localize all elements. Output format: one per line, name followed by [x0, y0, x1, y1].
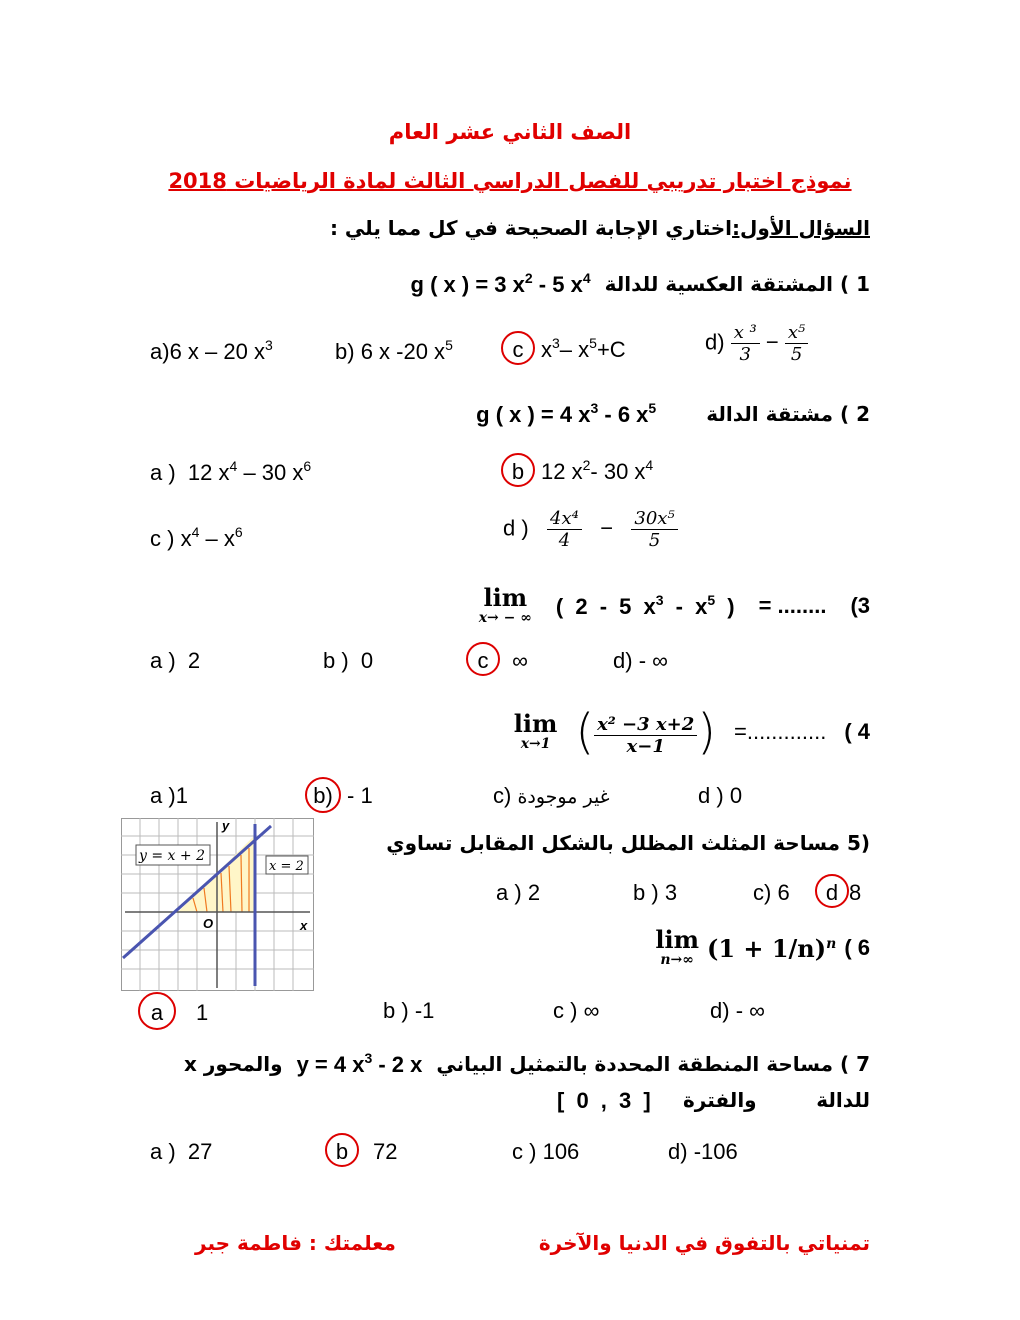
- q4-num_expr: x² −3 x+2: [594, 714, 697, 736]
- q4-option-a[interactable]: [150, 783, 188, 809]
- q2-b-t2: - 30 x: [590, 459, 646, 484]
- q4-options-3-label: d ): [698, 783, 724, 808]
- q2-a-e2: 6: [303, 458, 312, 474]
- q6-expr: (1 + 1/n): [706, 933, 827, 963]
- q2-option-c[interactable]: [150, 524, 243, 552]
- q1-c-e2: 5: [589, 335, 597, 351]
- q3-option-b[interactable]: [323, 648, 373, 674]
- q2-heading: [476, 400, 870, 428]
- q1-a-e: 3: [264, 337, 273, 353]
- q4-options-3-t: 0: [729, 783, 743, 808]
- q2-a-e1: 4: [229, 458, 238, 474]
- q2-b-e2: 4: [645, 457, 654, 473]
- q4-fraction: ( $\frac{\text{x² −3 x+2}}{x-1}$ ): [575, 704, 716, 760]
- q7-options-3-t: -106: [693, 1139, 738, 1164]
- q1-b-t: 6 x -20 x: [360, 339, 446, 364]
- text-fragment: [547, 508, 582, 551]
- q1-c-t3: +C: [596, 337, 626, 362]
- q3-limit: [478, 583, 532, 626]
- text-fragment: [785, 322, 808, 365]
- q6-exp: n: [826, 935, 837, 952]
- q6-options-3-t: - ∞: [735, 998, 765, 1023]
- q7-interval-label: والفترة: [683, 1088, 757, 1112]
- q3-equals: = ........: [758, 593, 827, 618]
- q3-expression: [556, 592, 735, 620]
- q6-lim: lim: [655, 925, 699, 954]
- q4-options-2-t: غير موجودة: [517, 786, 610, 808]
- exam-title: نموذج اختبار تدريبي للفصل الدراسي الثالث لمادة الرياضيات 2018: [168, 169, 852, 193]
- q6-options-1-t: -1: [414, 998, 435, 1023]
- q2-d-n2: 30x⁵: [631, 508, 677, 530]
- q4-number: ( 4: [844, 719, 870, 744]
- text-fragment: [631, 508, 677, 551]
- q7-option-d[interactable]: [668, 1139, 738, 1165]
- q1-option-d[interactable]: [705, 322, 808, 365]
- grade-title: الصف الثاني عشر العام: [388, 120, 632, 144]
- q6-options-1-label: b ): [383, 998, 409, 1023]
- q3-option-d[interactable]: [613, 648, 668, 674]
- q5-options-1-label: b ): [633, 880, 659, 905]
- text-fragment: [594, 714, 697, 757]
- question-label: السؤال الأول:: [732, 216, 870, 240]
- q7-heading: [184, 1050, 870, 1078]
- q2-c-t2: – x: [205, 526, 235, 551]
- q4-limit: [513, 709, 558, 752]
- instruction-text: اختاري الإجابة الصحيحة في كل مما يلي :: [329, 216, 733, 240]
- label-line1: y = x + 2: [139, 848, 205, 864]
- q3-option-c-selected[interactable]: [466, 642, 528, 676]
- q4-options-2-label: c): [493, 783, 512, 808]
- q2-a-t1: 12 x: [187, 460, 230, 485]
- q5-options-0-t: 2: [527, 880, 541, 905]
- q1-d-d1: 3: [739, 344, 751, 365]
- q3-option-a[interactable]: [150, 648, 200, 674]
- q2-prompt: 2 ) مشتقة الدالة: [706, 402, 870, 426]
- q2-formula: [476, 400, 656, 428]
- q6-options-2-t: ∞: [583, 998, 600, 1023]
- q2-d-d1: 4: [558, 530, 571, 551]
- q3-e2: 5: [707, 592, 716, 608]
- q7-formula2: - 2 x: [372, 1052, 423, 1077]
- q7-options-0-label: a ): [150, 1139, 176, 1164]
- q5-option-b[interactable]: [633, 880, 677, 906]
- q1-d-label: d): [705, 329, 725, 355]
- q7-function-label: للدالة: [816, 1088, 870, 1112]
- q3-options-3-label: d): [613, 648, 633, 673]
- q3-number: (3: [850, 593, 870, 618]
- q7-options-2-t: 106: [542, 1139, 580, 1164]
- q7-options-1-t: 72: [373, 1139, 398, 1164]
- origin-label: O: [203, 916, 214, 931]
- q6-option-d[interactable]: [710, 998, 765, 1024]
- q2-formula: g ( x ) = 4 x: [476, 402, 591, 427]
- q3-expr2: - x: [663, 594, 708, 619]
- q4-options-0-t: 1: [175, 783, 188, 808]
- q5-options-0-label: a ): [496, 880, 522, 905]
- q6-options-3-label: d): [710, 998, 730, 1023]
- q2-d-n1: 4x⁴: [547, 508, 582, 530]
- q1-d-d2: 5: [790, 344, 803, 365]
- q4-options-0-label: a ): [150, 783, 176, 808]
- label-line2: x = 2: [269, 859, 304, 874]
- answer-circle: b): [305, 777, 341, 813]
- q1-e1: 2: [524, 270, 533, 286]
- q6-option-a-selected[interactable]: [138, 992, 208, 1030]
- q1-c-e1: 3: [552, 335, 560, 351]
- q6-options-0-t: 1: [196, 1000, 209, 1025]
- y-label: y: [222, 818, 230, 833]
- q4-option-c[interactable]: [493, 783, 610, 809]
- q4-lim: lim: [513, 709, 558, 738]
- q5-options-2-t: 6: [777, 880, 790, 905]
- q7-prompt: 7 ) مساحة المنطقة المحددة بالتمثيل البياني: [436, 1052, 870, 1076]
- instructions: [330, 216, 870, 240]
- q1-prompt: 1 ) المشتقة العكسية للدالة: [604, 272, 870, 296]
- q5-option-a[interactable]: [496, 880, 540, 906]
- q2-c-label: c ): [150, 526, 175, 551]
- q7-options-2-label: c ): [512, 1139, 537, 1164]
- q5-option-d-selected[interactable]: [815, 874, 861, 908]
- q2-option-a[interactable]: [150, 458, 311, 486]
- answer-circle: d: [815, 874, 849, 908]
- q1-mid: - 5 x: [532, 272, 583, 297]
- q7-formula: y = 4 x: [296, 1052, 365, 1077]
- answer-circle: a: [138, 992, 176, 1030]
- q3-sub: x→ − ∞: [478, 610, 532, 626]
- q1-c-t1: x: [541, 337, 552, 362]
- q1-b-e: 5: [445, 337, 453, 353]
- x-label: x: [300, 918, 308, 933]
- q3-options-0-label: a ): [150, 648, 176, 673]
- q7-formula: [297, 1050, 423, 1078]
- q7-e: 3: [364, 1050, 373, 1066]
- q2-e2: 5: [648, 400, 657, 416]
- q2-b-t1: 12 x: [541, 459, 583, 484]
- q3-options-1-label: b ): [323, 648, 349, 673]
- q2-c-t1: x: [180, 526, 192, 551]
- q1-option-b[interactable]: [335, 337, 453, 365]
- q1-option-a[interactable]: [150, 337, 273, 365]
- q5-options-2-label: c): [753, 880, 772, 905]
- q2-a-label: a ): [150, 460, 176, 485]
- q7-option-a[interactable]: [150, 1139, 212, 1165]
- q1-d-n2: x⁵: [785, 322, 808, 344]
- answer-circle: c: [466, 642, 500, 676]
- q2-d-d2: 5: [648, 530, 661, 551]
- q6-option-c[interactable]: [553, 998, 599, 1024]
- q7-options-3-label: d): [668, 1139, 688, 1164]
- q1-b-label: b): [335, 339, 355, 364]
- q6-sub: n→∞: [660, 952, 694, 968]
- q3-e1: 3: [655, 592, 664, 608]
- q2-c-e1: 4: [191, 524, 200, 540]
- q6-option-b[interactable]: [383, 998, 434, 1024]
- q7-axis: والمحور x: [184, 1052, 283, 1076]
- footer-wish: تمنياتي بالتفوق في الدنيا والآخرة: [538, 1231, 870, 1255]
- answer-circle: c: [501, 331, 535, 365]
- q2-c-e2: 6: [234, 524, 243, 540]
- q3-expr1: ( 2 - 5 x: [555, 594, 656, 619]
- q4-equals: =.............: [734, 719, 827, 744]
- q1-option-c-selected[interactable]: [501, 331, 626, 365]
- q4-option-b-selected[interactable]: [305, 777, 373, 813]
- text-fragment: [731, 322, 760, 365]
- q7-options-0-t: 27: [187, 1139, 213, 1164]
- q6-limit: [655, 925, 699, 968]
- q4-heading: [514, 704, 870, 760]
- q4-options-1-t: - 1: [347, 783, 373, 808]
- q1-d-op: −: [765, 329, 779, 355]
- q1-c-t2: – x: [559, 337, 590, 362]
- q1-a-t: 6 x – 20 x: [169, 339, 265, 364]
- q2-a-t2: – 30 x: [243, 460, 304, 485]
- answer-circle: b: [325, 1133, 359, 1167]
- q6-number: ( 6: [844, 935, 870, 960]
- q2-mid: - 6 x: [598, 402, 649, 427]
- q3-heading: [478, 583, 870, 626]
- q5-options-1-t: 3: [664, 880, 678, 905]
- q4-option-d[interactable]: [698, 783, 742, 809]
- q1-e2: 4: [582, 270, 591, 286]
- q2-option-d[interactable]: [503, 508, 678, 551]
- q1-d-n1: x ³: [731, 322, 760, 344]
- q3-expr3: ): [715, 594, 735, 619]
- q6-heading: [655, 925, 870, 968]
- footer-teacher: معلمتك : فاطمة جبر: [195, 1231, 396, 1255]
- triangle-graph: [121, 818, 314, 991]
- q3-options-1-t: 0: [360, 648, 374, 673]
- q1-formula: [411, 270, 591, 298]
- q2-d-label: d ): [503, 515, 529, 541]
- q2-option-b-selected[interactable]: [501, 453, 653, 487]
- q7-option-c[interactable]: [512, 1139, 579, 1165]
- q6-options-2-label: c ): [553, 998, 578, 1023]
- q5-option-c[interactable]: [753, 880, 790, 906]
- q3-options-0-t: 2: [187, 648, 201, 673]
- q2-d-op: −: [600, 515, 614, 541]
- q4-den_expr: x−1: [626, 735, 665, 757]
- q3-options-3-t: - ∞: [638, 648, 668, 673]
- q5-options-3-t: 8: [849, 880, 862, 905]
- q4-sub: x→1: [520, 736, 551, 752]
- answer-circle: b: [501, 453, 535, 487]
- q6-expression: [707, 934, 836, 963]
- q7-interval: [ 0 , 3 ]: [557, 1088, 651, 1113]
- q1-formula: g ( x ) = 3 x: [410, 272, 525, 297]
- q1-heading: [411, 270, 870, 298]
- q3-options-2-t: ∞: [512, 648, 528, 673]
- q5-prompt: (5 مساحة المثلث المظلل بالشكل المقابل تساوي: [386, 831, 870, 855]
- q7-option-b-selected[interactable]: [325, 1133, 397, 1167]
- q2-b-e1: 2: [582, 457, 591, 473]
- q3-lim: lim: [483, 583, 528, 612]
- q1-a-label: a): [150, 339, 170, 364]
- q2-e1: 3: [590, 400, 599, 416]
